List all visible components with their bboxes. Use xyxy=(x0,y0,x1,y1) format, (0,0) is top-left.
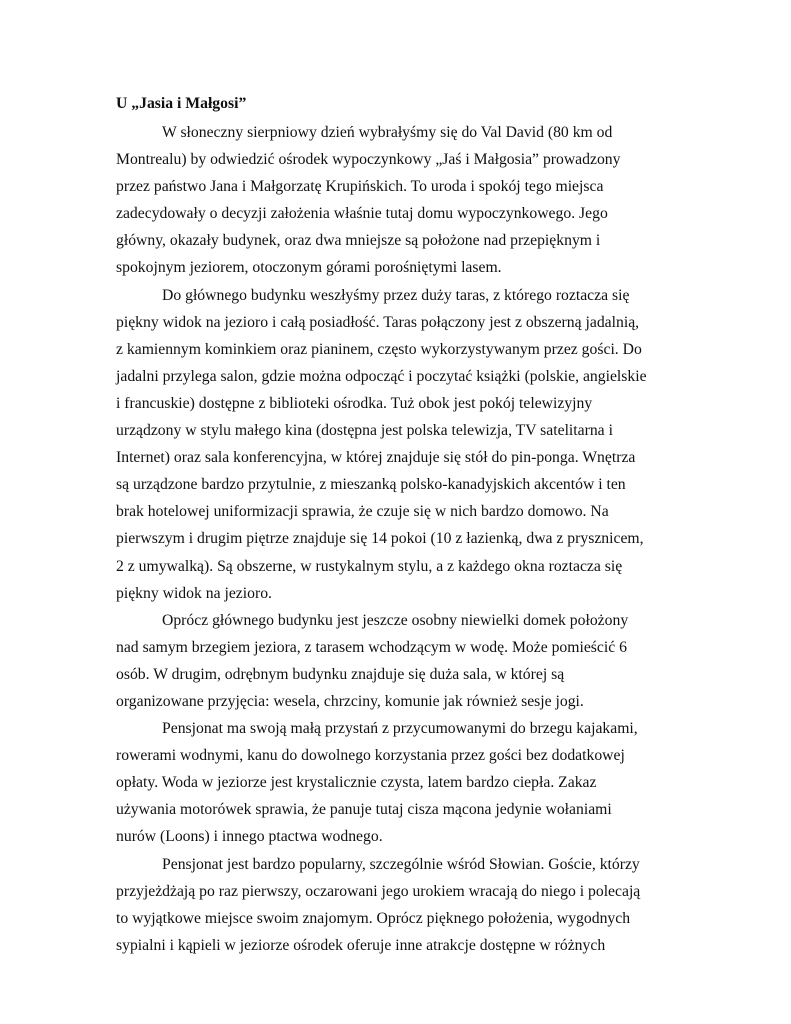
text-line: zadecydowały o decyzji założenia właśnie tutaj domu wypoczynkowego. Jego xyxy=(116,205,608,223)
paragraph xyxy=(116,607,669,715)
text-line: Oprócz głównego budynku jest jeszcze osobny niewielki domek położony xyxy=(162,611,629,629)
text-line: 2 z umywalką). Są obszerne, w rustykalnym stylu, a z każdego okna roztacza się xyxy=(116,557,623,575)
text-line: są urządzone bardzo przytulnie, z mieszanką polsko-kanadyjskich akcentów i ten xyxy=(116,476,626,494)
text-line: organizowane przyjęcia: wesela, chrzciny, komunie jak również sesje jogi. xyxy=(116,692,584,710)
text-line: rowerami wodnymi, kanu do dowolnego korzystania przez gości bez dodatkowej xyxy=(116,747,625,765)
text-line: główny, okazały budynek, oraz dwa mniejsze są położone nad przepięknym i xyxy=(116,232,601,250)
text-line: W słoneczny sierpniowy dzień wybrałyśmy się do Val David (80 km od xyxy=(162,124,613,141)
paragraph xyxy=(116,119,669,282)
text-line: Pensjonat ma swoją małą przystań z przycumowanymi do brzegu kajakami, xyxy=(162,720,638,738)
document-title: U „Jasia i Małgosi” xyxy=(116,95,247,112)
text-line: piękny widok na jezioro i całą posiadłość. Taras połączony jest z obszerną jadalnią, xyxy=(116,313,640,331)
text-line: osób. W drugim, odrębnym budynku znajduje się duża sala, w której są xyxy=(116,665,565,683)
text-line: opłaty. Woda w jeziorze jest krystalicznie czysta, latem bardzo ciepła. Zakaz xyxy=(116,774,597,792)
text-line: używania motorówek sprawia, że panuje tutaj cisza mącona jedynie wołaniami xyxy=(116,801,612,819)
text-line: Do głównego budynku weszłyśmy przez duży taras, z którego roztacza się xyxy=(162,286,630,304)
text-line: Pensjonat jest bardzo popularny, szczególnie wśród Słowian. Goście, którzy xyxy=(162,855,640,873)
text-line: nurów (Loons) i innego ptactwa wodnego. xyxy=(116,828,383,846)
text-line: nad samym brzegiem jeziora, z tarasem wchodzącym w wodę. Może pomieścić 6 xyxy=(116,638,627,656)
text-line: przez państwo Jana i Małgorzatę Krupińskich. To uroda i spokój tego miejsca xyxy=(116,178,604,196)
paragraph xyxy=(116,851,669,959)
text-line: to wyjątkowe miejsce swoim znajomym. Oprócz pięknego położenia, wygodnych xyxy=(116,909,631,927)
text-line: pierwszym i drugim piętrze znajduje się 14 pokoi (10 z łazienką, dwa z prysznicem, xyxy=(116,530,644,548)
paragraph xyxy=(116,282,669,607)
document-body xyxy=(116,88,669,959)
text-line: sypialni i kąpieli w jeziorze ośrodek oferuje inne atrakcje dostępne w różnych xyxy=(116,936,606,954)
text-line: jadalni przylega salon, gdzie można odpocząć i poczytać książki (polskie, angielskie xyxy=(116,367,647,385)
text-line: i francuskie) dostępne z biblioteki ośrodka. Tuż obok jest pokój telewizyjny xyxy=(116,394,593,412)
text-line: spokojnym jeziorem, otoczonym górami porośniętymi lasem. xyxy=(116,259,502,277)
paragraphs-container xyxy=(116,119,669,959)
text-line: brak hotelowej uniformizacji sprawia, że czuje się w nich bardzo domowo. Na xyxy=(116,503,609,521)
text-line: piękny widok na jezioro. xyxy=(116,584,272,602)
paragraph xyxy=(116,715,669,850)
text-line: z kamiennym kominkiem oraz pianinem, często wykorzystywanym przez gości. Do xyxy=(116,340,642,358)
text-line: urządzony w stylu małego kina (dostępna jest polska telewizja, TV satelitarna i xyxy=(116,422,613,440)
text-line: Montrealu) by odwiedzić ośrodek wypoczynkowy „Jaś i Małgosia” prowadzony xyxy=(116,151,621,169)
text-line: przyjeżdżają po raz pierwszy, oczarowani jego urokiem wracają do niego i polecają xyxy=(116,882,641,900)
text-line: Internet) oraz sala konferencyjna, w której znajduje się stół do pin-ponga. Wnętrza xyxy=(116,449,636,467)
